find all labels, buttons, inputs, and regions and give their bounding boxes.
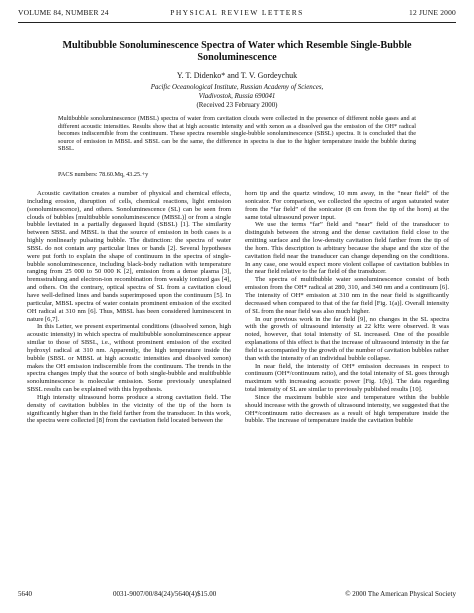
paper-title: Multibubble Sonoluminescence Spectra of Water which Resemble Single-Bubble Sonoluminescence — [62, 40, 412, 63]
body-paragraph: The spectra of multibubble water sonoluminescence consist of both emission from the OH* radical at 280, 310, and 340 nm and a continuum [6]. The intensity of OH* emission at 310 nm in the near field is significantly decreased when compared to that of the far field [Fig. 1(a)]. Overall intensity of SL from the near field was also much higher. — [245, 276, 449, 315]
body-paragraph: Since the maximum bubble size and temperature within the bubble should increase with the growth of ultrasound intensity, we suggested that the OH*/continuum ratio decreases as a result of high temperature inside the bubble. The increase of temperature inside the cavitation bubble — [245, 393, 449, 425]
body-paragraph: horn tip and the quartz window, 10 mm away, in the “near field” of the sonicator. For comparison, we collected the spectra of argon saturated water from the “far field” of the sonicator (8 cm from the tip of the horn) at the same total ultrasound power input. — [245, 190, 449, 221]
abstract: Multibubble sonoluminescence (MBSL) spectra of water from cavitation clouds were collected in the presence of different noble gases and at different acoustic intensities. Results show that at high acoustic intensity and with xenon as a dissolved gas the emission of the OH* radical becomes indiscernible from the continuum. These spectra resemble single-bubble sonoluminescence (SBSL) spectra. It is concluded that the source of emission in MBSL and SBSL can be the same, the difference in spectra is due to the higher temperature inside the bubble during SBSL. — [58, 115, 416, 153]
body-paragraph: High intensity ultrasound horns produce a strong cavitation field. The density of cavitation bubbles in the vicinity of the tip of the horn is significantly higher than in the field farther from the transducer. In this work, the spectra were collected [8] from the cavitation field located between the — [27, 393, 231, 425]
right-column — [245, 190, 449, 425]
pacs-numbers: PACS numbers: 78.60.Mq, 43.25.+y — [58, 171, 149, 178]
affiliation-line: Vladivostok, Russia 690041 — [198, 92, 276, 100]
received-date: (Received 23 February 2000) — [196, 102, 278, 109]
journal-name: PHYSICAL REVIEW LETTERS — [170, 8, 304, 17]
running-head — [18, 8, 456, 20]
body-paragraph: In near field, the intensity of OH* emission decreases in respect to continuum (OH*/continuum ratio), and the total intensity of SL goes through maximum with increasing acoustic power [Fig. 1(b)]. The data regarding total intensity of SL are similar to previously published results [10]. — [245, 362, 449, 394]
affiliation-line: Pacific Oceanological Institute, Russian Academy of Sciences, — [150, 84, 324, 91]
copyright-notice: © 2000 The American Physical Society — [345, 590, 456, 598]
article-code: 0031-9007/00/84(24)/5640(4)$15.00 — [113, 590, 217, 598]
affiliation — [40, 84, 434, 101]
header-rule — [18, 22, 456, 23]
author-list: Y. T. Didenko* and T. V. Gordeychuk — [176, 71, 298, 80]
body-paragraph: Acoustic cavitation creates a number of physical and chemical effects, including erosion, disruption of cells, chemical reactions, light emission (sonoluminescence), and others. Sonoluminescence (SL) can be seen from clouds of bubbles [multibubble sonoluminescence (MBSL)] or from a single bubble levitated in a partially degassed liquid (SBSL) [1]. The similarity between SBSL and MBSL is that the source of emission in both cases is a highly nonlinearly pulsating bubble. The distinction: the spectra of water SBSL do not contain any particular lines or bands [2]. Several hypotheses were put forth to explain the shape of continuum in the spectra of single-bubble sonoluminescence, including black-body radiation with temperature ranging from 25 000 to 50 000 K [2], emission from a dense plasma [3], bremsstrahlung and electron-ion recombination from weakly ionized gas [4], and others. On the contrary, optical spectra of SL from a cavitation cloud have well-defined lines and bands superimposed upon the continuum [5]. In particular, MBSL spectra of water contain prominent emission of the excited OH radical at 310 nm [6]. Thus, MBSL has been considered luminescent in nature [6,7]. — [27, 190, 231, 323]
body-paragraph: In this Letter, we present experimental conditions (dissolved xenon, high acoustic intensity) in which spectra of multibubble sonoluminescence appear similar to those of SBSL, i.e., without prominent emission of the excited hydroxyl radical at 310 nm. Apparently, the high temperature inside the bubble (SBSL or MBSL at high acoustic intensities and dissolved xenon) makes the OH emission indiscernible from the continuum. The trends in the spectra changes imply that the source of both single-bubble and multibubble sonoluminescence is molecular emission. Some previously unexplained SBSL results can be explained with this hypothesis. — [27, 323, 231, 394]
page-footer — [18, 590, 456, 600]
issue-date: 12 JUNE 2000 — [409, 8, 456, 17]
page-number: 5640 — [18, 590, 32, 598]
volume-number: VOLUME 84, NUMBER 24 — [18, 8, 109, 17]
body-paragraph: We use the terms “far” field and “near” field of the transducer to distinguish between the strong and the dense cavitation field close to the emitting surface and the low-density cavitation field farther from the tip of the horn. This description is arbitrary because the shape and the size of the cavitation field near the transducer can change depending on the conditions. In any case, one would expect more violent collapse of cavitation bubbles in the near field relative to the far field of the transducer. — [245, 221, 449, 276]
body-paragraph: In our previous work in the far field [9], no changes in the SL spectra with the growth of ultrasound intensity at 22 kHz were observed. It was noted, however, that total intensity of SL increased. One of the possible explanations of this effect is that the increase of ultrasound intensity in the far field is accompanied by the growth of the number of cavitation bubbles rather than with the intensity of an individual bubble collapse. — [245, 315, 449, 362]
left-column — [27, 190, 231, 425]
